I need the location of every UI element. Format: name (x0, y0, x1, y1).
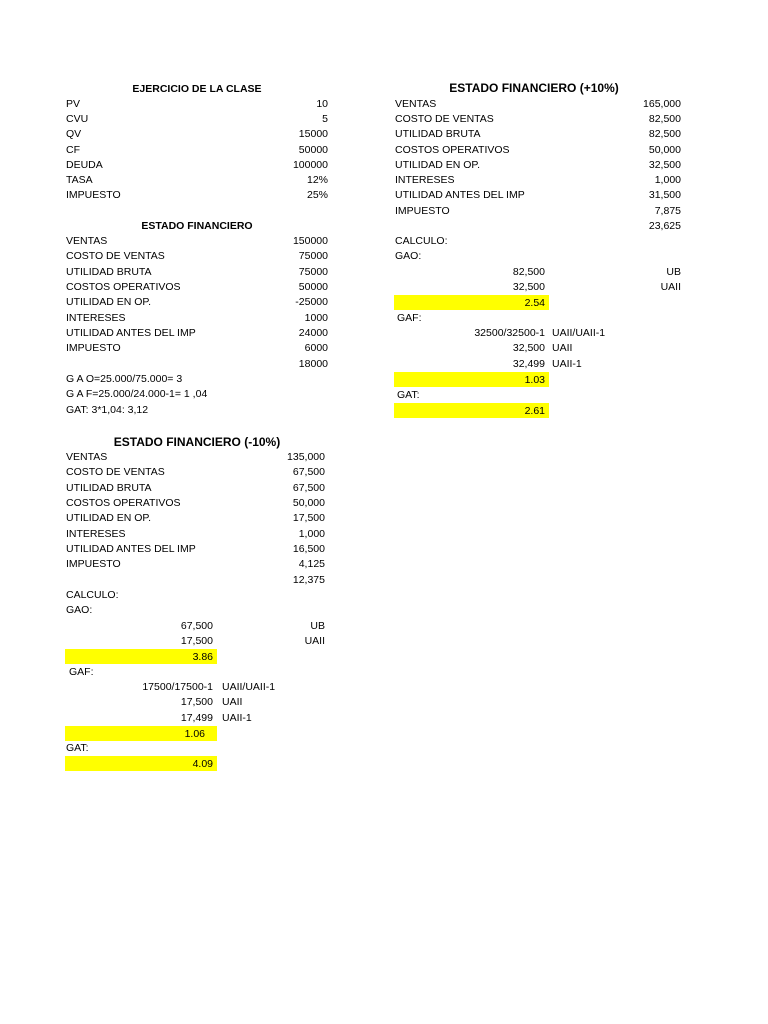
estado-minus-gaf-value: 17,500 (180, 696, 213, 708)
estado-minus-gaf-tag: UAII (222, 696, 243, 708)
estado-minus-label: COSTOS OPERATIVOS (66, 497, 181, 509)
estado-minus-gaf-tag: UAII/UAII-1 (222, 681, 276, 693)
estado-minus-value: 67,500 (292, 482, 325, 494)
ejercicio-value-deuda: 100000 (292, 159, 328, 171)
estado-plus-label: COSTOS OPERATIVOS (395, 144, 510, 156)
estado-plus-gaf-value: 32500/32500-1 (474, 327, 545, 339)
estado-note-gat: GAT: 3*1,04: 3,12 (66, 404, 149, 416)
estado-minus-label: UTILIDAD ANTES DEL IMP (66, 543, 196, 555)
estado-plus-value: 165,000 (643, 98, 681, 110)
estado-plus-gao-tag: UAII (660, 281, 681, 293)
estado-note-gao: G A O=25.000/75.000= 3 (66, 373, 183, 385)
estado-label: UTILIDAD BRUTA (66, 266, 152, 278)
estado-minus-gao-result: 3.86 (192, 651, 213, 663)
estado-plus-title: ESTADO FINANCIERO (+10%) (449, 81, 619, 95)
estado-note-gaf: G A F=25.000/24.000-1= 1 ,04 (66, 388, 208, 400)
ejercicio-label-impuesto: IMPUESTO (66, 189, 121, 201)
ejercicio-value-cvu: 5 (322, 113, 328, 125)
estado-minus-value: 16,500 (292, 543, 325, 555)
estado-plus-gaf-label: GAF: (397, 312, 422, 324)
ejercicio-label-qv: QV (66, 128, 82, 140)
estado-minus-label: UTILIDAD EN OP. (66, 512, 151, 524)
estado-minus-title: ESTADO FINANCIERO (-10%) (113, 435, 281, 449)
estado-plus-gao-value: 32,500 (512, 281, 545, 293)
estado-plus-gaf-tag: UAII/UAII-1 (552, 327, 606, 339)
estado-minus-gaf-tag: UAII-1 (222, 712, 252, 724)
estado-plus-value: 23,625 (648, 220, 681, 232)
estado-plus-value: 50,000 (648, 144, 681, 156)
estado-plus-label: UTILIDAD BRUTA (395, 128, 481, 140)
estado-minus-gao-label: GAO: (66, 604, 93, 616)
ejercicio-label-tasa: TASA (66, 174, 93, 186)
estado-value: 6000 (304, 342, 328, 354)
estado-minus-gat-result: 4.09 (192, 758, 213, 770)
estado-value: -25000 (295, 296, 328, 308)
estado-plus-value: 82,500 (648, 113, 681, 125)
ejercicio-label-pv: PV (66, 98, 81, 110)
estado-label: UTILIDAD ANTES DEL IMP (66, 327, 196, 339)
estado-plus-value: 31,500 (648, 189, 681, 201)
estado-minus-value: 50,000 (292, 497, 325, 509)
estado-minus-label: COSTO DE VENTAS (66, 466, 165, 478)
estado-minus-gao-value: 67,500 (180, 620, 213, 632)
estado-plus-gao-tag: UB (666, 266, 681, 278)
estado-plus-value: 1,000 (654, 174, 681, 186)
estado-value: 1000 (304, 312, 328, 324)
estado-plus-gat-label: GAT: (397, 389, 420, 401)
estado-label: COSTO DE VENTAS (66, 250, 165, 262)
estado-plus-value: 7,875 (654, 205, 681, 217)
estado-plus-label: UTILIDAD ANTES DEL IMP (395, 189, 525, 201)
estado-minus-value: 12,375 (292, 574, 325, 586)
estado-value: 75000 (298, 266, 328, 278)
estado-plus-gaf-result: 1.03 (524, 374, 545, 386)
estado-minus-value: 17,500 (292, 512, 325, 524)
estado-plus-value: 32,500 (648, 159, 681, 171)
estado-plus-gaf-value: 32,500 (512, 342, 545, 354)
estado-value: 75000 (298, 250, 328, 262)
estado-minus-label: IMPUESTO (66, 558, 121, 570)
estado-plus-label: UTILIDAD EN OP. (395, 159, 480, 171)
estado-minus-gao-tag: UB (310, 620, 325, 632)
estado-title: ESTADO FINANCIERO (141, 220, 253, 232)
estado-minus-label: UTILIDAD BRUTA (66, 482, 152, 494)
estado-minus-gao-value: 17,500 (180, 635, 213, 647)
estado-minus-value: 135,000 (287, 451, 325, 463)
estado-value: 24000 (298, 327, 328, 339)
estado-plus-gao-result: 2.54 (524, 297, 545, 309)
estado-plus-gaf-tag: UAII-1 (552, 358, 582, 370)
estado-plus-value: 82,500 (648, 128, 681, 140)
estado-label: COSTOS OPERATIVOS (66, 281, 181, 293)
estado-minus-label: VENTAS (66, 451, 108, 463)
ejercicio-value-impuesto: 25% (306, 189, 328, 201)
estado-minus-value: 67,500 (292, 466, 325, 478)
estado-minus-gao-tag: UAII (304, 635, 325, 647)
ejercicio-value-tasa: 12% (306, 174, 328, 186)
estado-label: IMPUESTO (66, 342, 121, 354)
estado-minus-calculo: CALCULO: (66, 589, 119, 601)
estado-plus-gat-result: 2.61 (524, 405, 545, 417)
estado-plus-gao-value: 82,500 (512, 266, 545, 278)
estado-plus-gaf-tag: UAII (552, 342, 573, 354)
estado-plus-label: INTERESES (395, 174, 455, 186)
ejercicio-label-deuda: DEUDA (66, 159, 103, 171)
estado-minus-label: INTERESES (66, 528, 126, 540)
estado-minus-value: 4,125 (298, 558, 325, 570)
estado-minus-gaf-value: 17500/17500-1 (142, 681, 213, 693)
estado-plus-label: COSTO DE VENTAS (395, 113, 494, 125)
estado-label: INTERESES (66, 312, 126, 324)
ejercicio-label-cf: CF (66, 144, 80, 156)
estado-plus-gao-label: GAO: (395, 250, 422, 262)
estado-minus-gaf-label: GAF: (69, 666, 94, 678)
estado-value: 18000 (298, 358, 328, 370)
estado-minus-value: 1,000 (298, 528, 325, 540)
ejercicio-value-qv: 15000 (298, 128, 328, 140)
ejercicio-value-pv: 10 (316, 98, 328, 110)
estado-plus-label: VENTAS (395, 98, 437, 110)
ejercicio-title: EJERCICIO DE LA CLASE (132, 83, 262, 95)
estado-plus-gaf-value: 32,499 (512, 358, 545, 370)
estado-label: VENTAS (66, 235, 108, 247)
estado-minus-gat-label: GAT: (66, 742, 89, 754)
estado-label: UTILIDAD EN OP. (66, 296, 151, 308)
estado-value: 50000 (298, 281, 328, 293)
estado-plus-calculo: CALCULO: (395, 235, 448, 247)
estado-value: 150000 (292, 235, 328, 247)
estado-plus-label: IMPUESTO (395, 205, 450, 217)
estado-minus-gaf-value: 17,499 (180, 712, 213, 724)
ejercicio-label-cvu: CVU (66, 113, 89, 125)
ejercicio-value-cf: 50000 (298, 144, 328, 156)
estado-minus-gaf-result: 1.06 (184, 728, 205, 740)
